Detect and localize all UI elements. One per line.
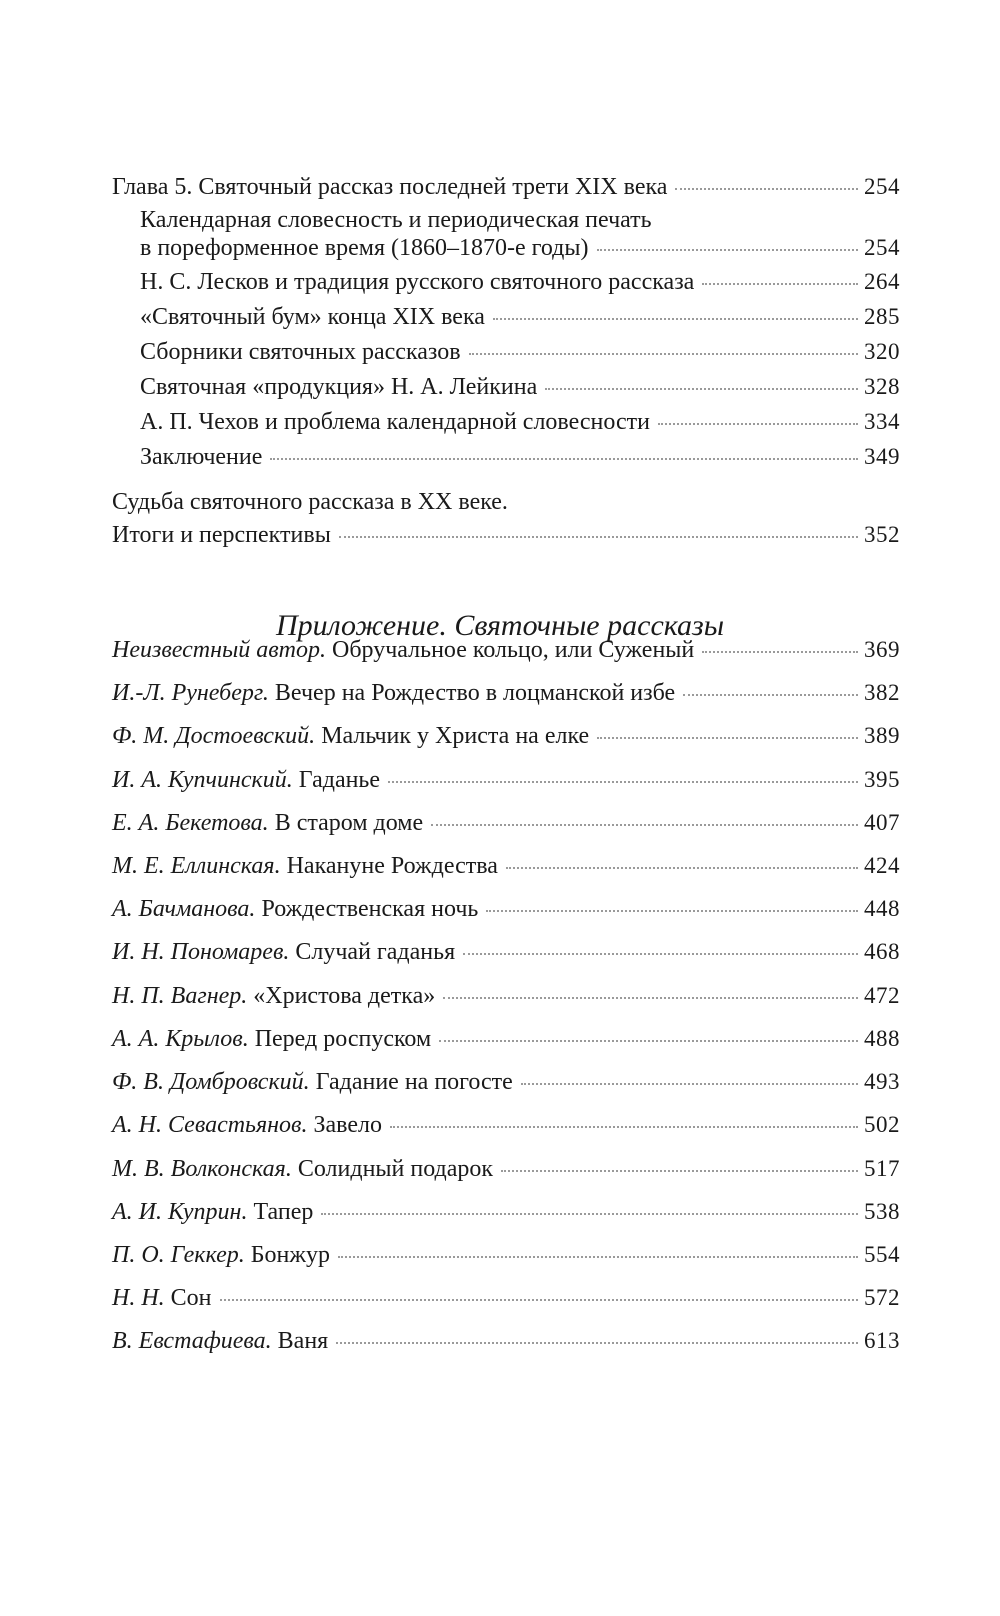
dot-leader: [486, 910, 858, 912]
dot-leader: [338, 1256, 858, 1258]
appendix-entry: [112, 722, 900, 750]
entry-page: 395: [864, 767, 900, 792]
entry-page: 407: [864, 810, 900, 835]
entry-author: А. Бачманова.: [112, 896, 256, 922]
entry-author: А. И. Куприн.: [112, 1199, 248, 1225]
entry-title: «Христова детка»: [253, 983, 436, 1009]
entry-page: 538: [864, 1199, 900, 1224]
dot-leader: [521, 1083, 858, 1085]
appendix-entry: [112, 1327, 900, 1355]
appendix-entry: [112, 679, 900, 707]
entry-title: Мальчик у Христа на елке: [321, 723, 590, 749]
toc-title: Заключение: [140, 444, 263, 470]
appendix-entry: [112, 1025, 900, 1053]
dot-leader: [702, 283, 858, 285]
toc-title-line-1: Судьба святочного рассказа в XX веке.: [112, 489, 508, 515]
toc-title: Итоги и перспективы: [112, 522, 331, 548]
entry-author: И. А. Купчинский.: [112, 767, 293, 793]
entry-title: Вечер на Рождество в лоцманской избе: [274, 680, 676, 706]
dot-leader: [220, 1299, 858, 1301]
entry-title: Завело: [313, 1112, 382, 1138]
dot-leader: [702, 651, 858, 653]
entry-title: Ваня: [277, 1328, 329, 1354]
appendix-entry: [112, 766, 900, 794]
entry-page: 472: [864, 983, 900, 1008]
entry-author: М. Е. Еллинская.: [112, 853, 281, 879]
toc-title: «Святочный бум» конца XIX века: [140, 304, 485, 330]
toc-title: в пореформенное время (1860–1870-е годы): [140, 235, 589, 261]
appendix-entry: [112, 636, 900, 664]
dot-leader: [506, 867, 858, 869]
entry-page: 572: [864, 1285, 900, 1310]
dot-leader: [658, 423, 858, 425]
entry-page: 517: [864, 1156, 900, 1181]
toc-page: 285: [864, 304, 900, 329]
appendix-entry: [112, 982, 900, 1010]
toc-entry-section: [140, 408, 900, 436]
toc-title: Н. С. Лесков и традиция русского святочного рассказа: [140, 269, 695, 295]
toc-entry-section: [140, 234, 900, 262]
dot-leader: [388, 781, 858, 783]
toc-page: 349: [864, 444, 900, 469]
toc-title: Святочная «продукция» Н. А. Лейкина: [140, 374, 538, 400]
entry-author: Ф. М. Достоевский.: [112, 723, 316, 749]
toc-page: 328: [864, 374, 900, 399]
appendix-entry: [112, 1241, 900, 1269]
toc-page: 264: [864, 269, 900, 294]
toc-entry-chapter-5: [112, 173, 900, 201]
entry-author: П. О. Геккер.: [112, 1242, 245, 1268]
entry-page: 468: [864, 939, 900, 964]
dot-leader: [339, 536, 858, 538]
entry-title: Бонжур: [250, 1242, 330, 1268]
appendix-heading: Приложение. Святочные рассказы: [275, 609, 725, 642]
entry-author: И. Н. Пономарев.: [112, 939, 290, 965]
entry-title: Сон: [170, 1285, 212, 1311]
appendix-entry: [112, 895, 900, 923]
dot-leader: [469, 353, 858, 355]
toc-title-line-1: Календарная словесность и периодическая печать: [140, 207, 652, 233]
entry-title: Перед роспуском: [254, 1026, 432, 1052]
entry-page: 613: [864, 1328, 900, 1353]
dot-leader: [270, 458, 858, 460]
appendix-entry: [112, 1111, 900, 1139]
toc-page: 352: [864, 522, 900, 547]
toc-page: 254: [864, 174, 900, 199]
entry-title: Солидный подарок: [297, 1156, 494, 1182]
toc-entry-section: [140, 338, 900, 366]
dot-leader: [321, 1213, 858, 1215]
entry-page: 382: [864, 680, 900, 705]
entry-title: Накануне Рождества: [286, 853, 498, 879]
entry-author: И.-Л. Рунеберг.: [112, 680, 269, 706]
dot-leader: [597, 737, 858, 739]
entry-page: 389: [864, 723, 900, 748]
dot-leader: [390, 1126, 858, 1128]
entry-author: Ф. В. Домбровский.: [112, 1069, 310, 1095]
entry-author: Н. П. Вагнер.: [112, 983, 248, 1009]
appendix-entry: [112, 1155, 900, 1183]
entry-title: Гаданье: [298, 767, 381, 793]
dot-leader: [439, 1040, 858, 1042]
entry-page: 369: [864, 637, 900, 662]
entry-page: 502: [864, 1112, 900, 1137]
entry-author: Е. А. Бекетова.: [112, 810, 269, 836]
toc-title: Глава 5. Святочный рассказ последней трети XIX века: [112, 174, 668, 200]
entry-title: В старом доме: [274, 810, 424, 836]
entry-author: А. А. Крылов.: [112, 1026, 249, 1052]
entry-author: Неизвестный автор.: [112, 637, 326, 663]
appendix-entry: [112, 809, 900, 837]
entry-page: 493: [864, 1069, 900, 1094]
entry-title: Случай гаданья: [295, 939, 456, 965]
dot-leader: [545, 388, 858, 390]
appendix-entry: [112, 1198, 900, 1226]
dot-leader: [683, 694, 858, 696]
entry-page: 488: [864, 1026, 900, 1051]
toc-entry-section: [140, 373, 900, 401]
dot-leader: [597, 249, 858, 251]
entry-author: А. Н. Севастьянов.: [112, 1112, 308, 1138]
entry-title: Тапер: [253, 1199, 314, 1225]
entry-author: М. В. Волконская.: [112, 1156, 292, 1182]
dot-leader: [443, 997, 858, 999]
dot-leader: [493, 318, 858, 320]
toc-entry-section: [140, 268, 900, 296]
toc-entry-section: [140, 303, 900, 331]
appendix-entry: [112, 1284, 900, 1312]
entry-page: 424: [864, 853, 900, 878]
dot-leader: [463, 953, 858, 955]
entry-author: Н. Н.: [112, 1285, 165, 1311]
appendix-entry: [112, 852, 900, 880]
dot-leader: [501, 1170, 858, 1172]
entry-page: 554: [864, 1242, 900, 1267]
dot-leader: [431, 824, 858, 826]
toc-page: 334: [864, 409, 900, 434]
entry-title: Рождественская ночь: [261, 896, 479, 922]
entry-title: Гадание на погосте: [315, 1069, 513, 1095]
entry-page: 448: [864, 896, 900, 921]
appendix-entry: [112, 1068, 900, 1096]
toc-page: 320: [864, 339, 900, 364]
toc-title: А. П. Чехов и проблема календарной словесности: [140, 409, 650, 435]
toc-page: 254: [864, 235, 900, 260]
dot-leader: [675, 188, 858, 190]
dot-leader: [336, 1342, 858, 1344]
toc-title: Сборники святочных рассказов: [140, 339, 461, 365]
toc-entry-conclusion: [112, 521, 900, 549]
entry-author: В. Евстафиева.: [112, 1328, 272, 1354]
toc-entry-section: [140, 443, 900, 471]
appendix-entry: [112, 938, 900, 966]
entry-title: Обручальное кольцо, или Суженый: [332, 637, 695, 663]
